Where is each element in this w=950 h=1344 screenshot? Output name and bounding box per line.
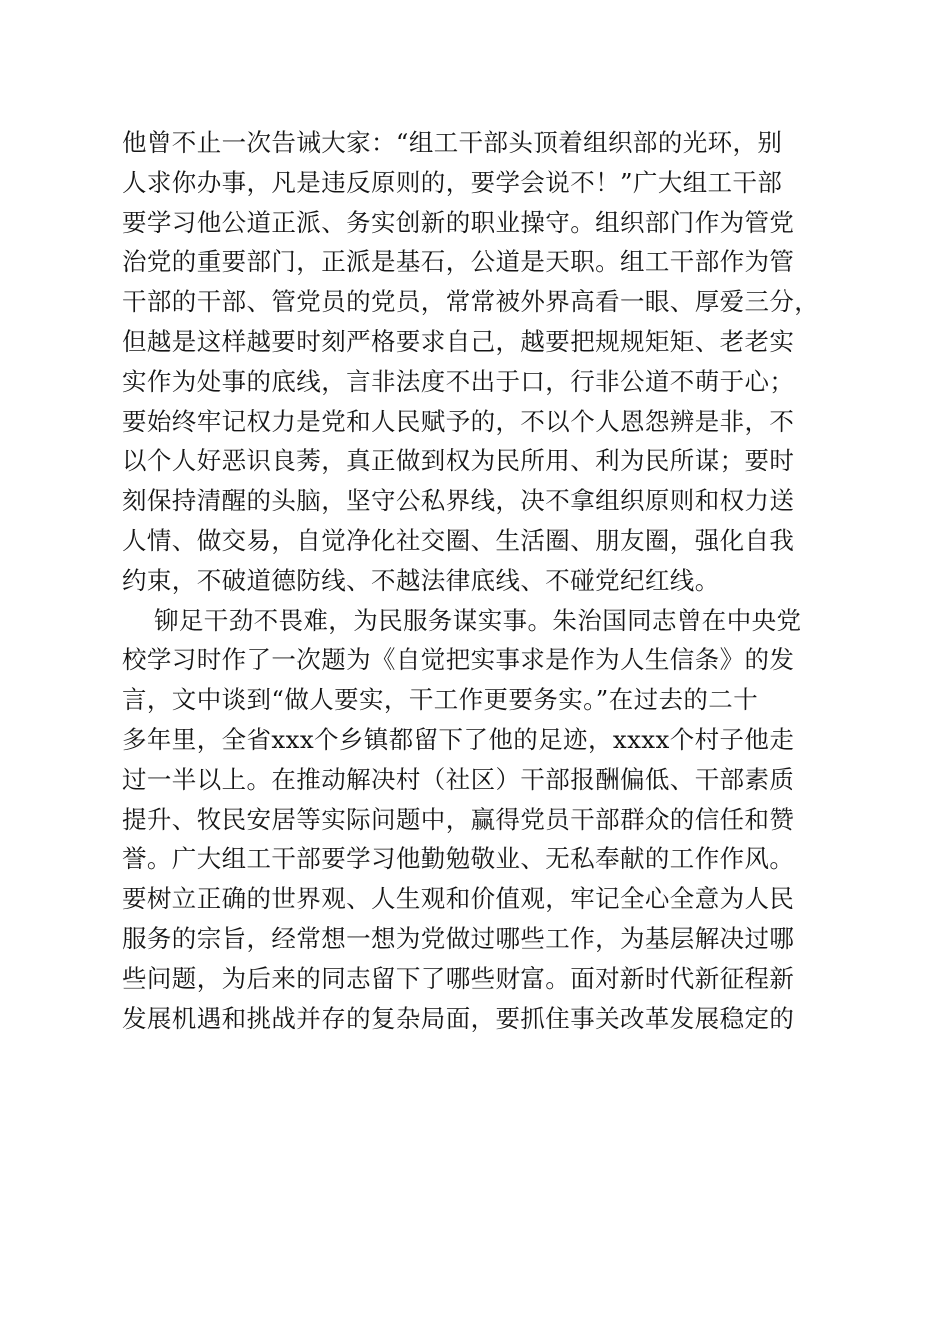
body-text [122,123,842,1038]
text-line: 他曾不止一次告诫大家：“组工干部头顶着组织部的光环，别 [122,128,783,157]
text-line: 以个人好恶识良莠，真正做到权为民所用、利为民所谋；要时 [122,446,795,476]
text-line: 约束，不破道德防线、不越法律底线、不碰党纪红线。 [122,565,720,595]
text-line: 但越是这样越要时刻严格要求自己，越要把规规矩矩、老老实 [122,326,795,356]
text-line: 要始终牢记权力是党和人民赋予的，不以个人恩怨辨是非，不 [122,406,795,436]
text-line: 刻保持清醒的头脑，坚守公私界线，决不拿组织原则和权力送 [122,486,795,516]
text-line: 提升、牧民安居等实际问题中，赢得党员干部群众的信任和赞 [122,804,795,834]
text-line: 多年里，全省xxx个乡镇都留下了他的足迹，xxxx个村子他走 [122,724,795,754]
text-line: 些问题，为后来的同志留下了哪些财富。面对新时代新征程新 [122,963,795,993]
text-line: 要学习他公道正派、务实创新的职业操守。组织部门作为管党 [122,207,795,237]
text-line: 治党的重要部门，正派是基石，公道是天职。组工干部作为管 [122,247,795,277]
text-line: 人情、做交易，自觉净化社交圈、生活圈、朋友圈，强化自我 [122,525,795,555]
text-line: 誉。广大组工干部要学习他勤勉敬业、无私奉献的工作作风。 [122,844,795,874]
text-line: 校学习时作了一次题为《自觉把实事求是作为人生信条》的发 [122,645,795,675]
text-line: 过一半以上。在推动解决村（社区）干部报酬偏低、干部素质 [122,764,795,794]
paragraph-start-line: 铆足干劲不畏难，为民服务谋实事。朱治国同志曾在中央党 [154,605,802,635]
text-line: 言，文中谈到“做人要实，干工作更要务实。”在过去的二十 [122,685,759,715]
text-line: 实作为处事的底线，言非法度不出于口，行非公道不萌于心； [122,366,795,396]
text-line: 人求你办事，凡是违反原则的，要学会说不！”广大组工干部 [122,167,783,197]
text-line: 发展机遇和挑战并存的复杂局面，要抓住事关改革发展稳定的 [122,1003,795,1033]
text-line: 服务的宗旨，经常想一想为党做过哪些工作，为基层解决过哪 [122,923,795,953]
text-line: 要树立正确的世界观、人生观和价值观，牢记全心全意为人民 [122,884,795,914]
text-line: 干部的干部、管党员的党员，常常被外界高看一眼、厚爱三分， [122,287,820,317]
